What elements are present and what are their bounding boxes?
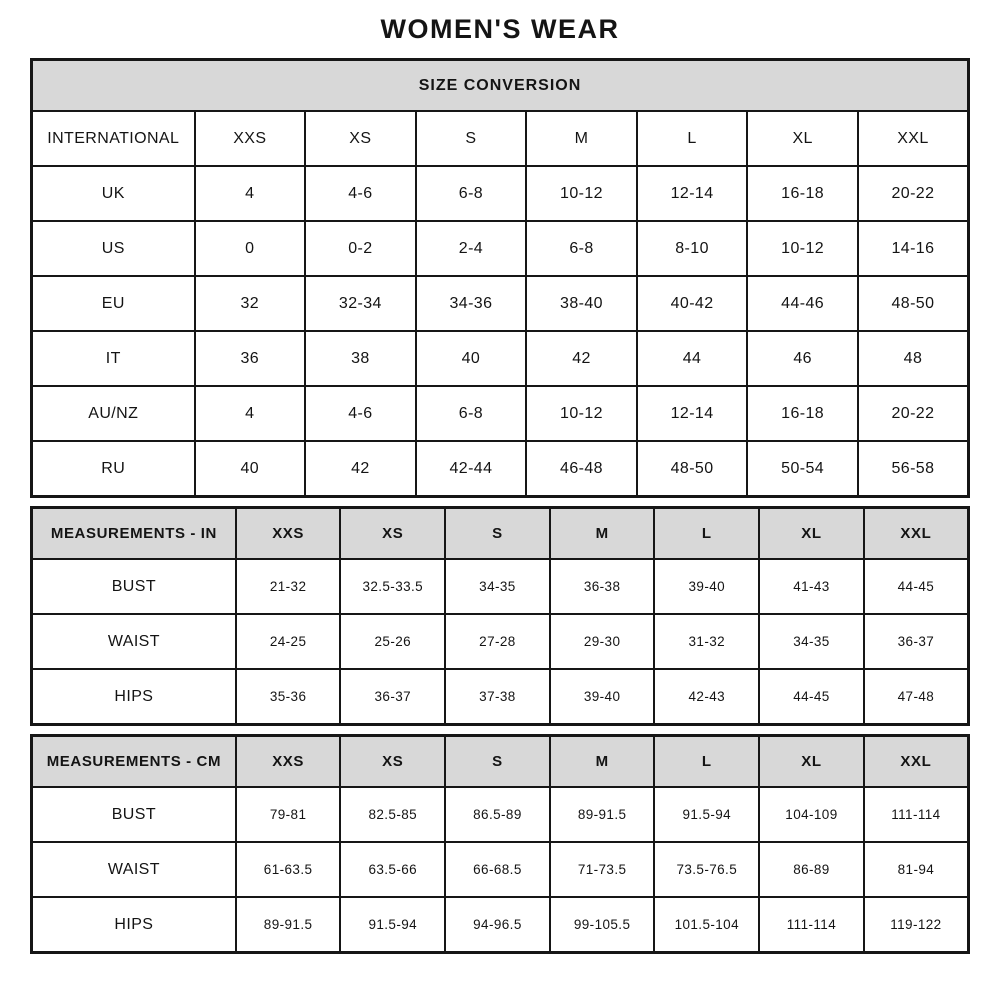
value-cell: 14-16 xyxy=(858,221,969,276)
value-cell: 12-14 xyxy=(637,386,748,441)
value-cell: 79-81 xyxy=(236,787,341,842)
value-cell: 111-114 xyxy=(759,897,864,953)
value-cell: 42 xyxy=(305,441,416,497)
value-cell: 38 xyxy=(305,331,416,386)
value-cell: 111-114 xyxy=(864,787,969,842)
value-cell: 25-26 xyxy=(340,614,445,669)
table-row-ru xyxy=(32,441,969,497)
value-cell: 48-50 xyxy=(858,276,969,331)
table-row-uk xyxy=(32,166,969,221)
row-label-cell: RU xyxy=(32,441,195,497)
size-header-cell: XXL xyxy=(864,508,969,560)
value-cell: 40 xyxy=(195,441,306,497)
value-cell: 104-109 xyxy=(759,787,864,842)
size-header-cell: XS xyxy=(305,111,416,166)
size-header-cell: M xyxy=(550,736,655,788)
table-spacer xyxy=(30,498,970,506)
row-label-cell: EU xyxy=(32,276,195,331)
value-cell: 46 xyxy=(747,331,858,386)
size-header-cell: L xyxy=(654,736,759,788)
size-conversion-table xyxy=(30,58,970,498)
value-cell: 39-40 xyxy=(654,559,759,614)
value-cell: 6-8 xyxy=(526,221,637,276)
value-cell: 101.5-104 xyxy=(654,897,759,953)
value-cell: 34-35 xyxy=(759,614,864,669)
table-header-band xyxy=(32,60,969,112)
value-cell: 34-35 xyxy=(445,559,550,614)
row-label-cell: HIPS xyxy=(32,669,236,725)
value-cell: 20-22 xyxy=(858,386,969,441)
size-header-cell: XS xyxy=(340,508,445,560)
size-header-cell: XS xyxy=(340,736,445,788)
value-cell: 47-48 xyxy=(864,669,969,725)
value-cell: 10-12 xyxy=(747,221,858,276)
size-header-cell: XL xyxy=(759,508,864,560)
value-cell: 2-4 xyxy=(416,221,527,276)
value-cell: 99-105.5 xyxy=(550,897,655,953)
size-header-cell: S xyxy=(445,508,550,560)
value-cell: 31-32 xyxy=(654,614,759,669)
value-cell: 44-45 xyxy=(864,559,969,614)
value-cell: 8-10 xyxy=(637,221,748,276)
value-cell: 42-43 xyxy=(654,669,759,725)
size-header-cell: XXS xyxy=(236,736,341,788)
table-row-bust-in xyxy=(32,559,969,614)
value-cell: 36-37 xyxy=(340,669,445,725)
row-label-cell: AU/NZ xyxy=(32,386,195,441)
value-cell: 4 xyxy=(195,386,306,441)
value-cell: 82.5-85 xyxy=(340,787,445,842)
size-conversion-title: SIZE CONVERSION xyxy=(32,60,969,112)
value-cell: 44-46 xyxy=(747,276,858,331)
row-label-cell: IT xyxy=(32,331,195,386)
value-cell: 94-96.5 xyxy=(445,897,550,953)
value-cell: 16-18 xyxy=(747,386,858,441)
table-row-aunz xyxy=(32,386,969,441)
table-row-waist-in xyxy=(32,614,969,669)
value-cell: 38-40 xyxy=(526,276,637,331)
value-cell: 32-34 xyxy=(305,276,416,331)
value-cell: 27-28 xyxy=(445,614,550,669)
size-header-cell: L xyxy=(654,508,759,560)
measurements-in-table xyxy=(30,506,970,726)
size-header-cell: L xyxy=(637,111,748,166)
measurements-cm-title: MEASUREMENTS - CM xyxy=(32,736,236,788)
table-row-eu xyxy=(32,276,969,331)
row-label-cell: WAIST xyxy=(32,614,236,669)
value-cell: 29-30 xyxy=(550,614,655,669)
table-row-hips-cm xyxy=(32,897,969,953)
table-header-row xyxy=(32,736,969,788)
size-header-cell: XL xyxy=(747,111,858,166)
measurements-in-title: MEASUREMENTS - IN xyxy=(32,508,236,560)
value-cell: 42 xyxy=(526,331,637,386)
value-cell: 10-12 xyxy=(526,166,637,221)
table-row-bust-cm xyxy=(32,787,969,842)
value-cell: 20-22 xyxy=(858,166,969,221)
value-cell: 36 xyxy=(195,331,306,386)
value-cell: 50-54 xyxy=(747,441,858,497)
size-header-cell: XXS xyxy=(195,111,306,166)
value-cell: 32 xyxy=(195,276,306,331)
value-cell: 36-37 xyxy=(864,614,969,669)
value-cell: 37-38 xyxy=(445,669,550,725)
page-title: WOMEN'S WEAR xyxy=(380,14,620,44)
value-cell: 32.5-33.5 xyxy=(340,559,445,614)
row-label-cell: BUST xyxy=(32,559,236,614)
row-label-cell: US xyxy=(32,221,195,276)
value-cell: 91.5-94 xyxy=(654,787,759,842)
table-row-us xyxy=(32,221,969,276)
value-cell: 44-45 xyxy=(759,669,864,725)
table-row-it xyxy=(32,331,969,386)
table-row-international xyxy=(32,111,969,166)
value-cell: 73.5-76.5 xyxy=(654,842,759,897)
value-cell: 21-32 xyxy=(236,559,341,614)
value-cell: 4-6 xyxy=(305,166,416,221)
value-cell: 0-2 xyxy=(305,221,416,276)
value-cell: 24-25 xyxy=(236,614,341,669)
value-cell: 119-122 xyxy=(864,897,969,953)
size-header-cell: XXL xyxy=(858,111,969,166)
row-label-cell: UK xyxy=(32,166,195,221)
value-cell: 6-8 xyxy=(416,386,527,441)
value-cell: 86-89 xyxy=(759,842,864,897)
value-cell: 71-73.5 xyxy=(550,842,655,897)
table-row-hips-in xyxy=(32,669,969,725)
value-cell: 4 xyxy=(195,166,306,221)
table-header-row xyxy=(32,508,969,560)
value-cell: 46-48 xyxy=(526,441,637,497)
row-label-cell: INTERNATIONAL xyxy=(32,111,195,166)
size-header-cell: M xyxy=(526,111,637,166)
value-cell: 81-94 xyxy=(864,842,969,897)
table-row-waist-cm xyxy=(32,842,969,897)
size-header-cell: XL xyxy=(759,736,864,788)
value-cell: 12-14 xyxy=(637,166,748,221)
value-cell: 4-6 xyxy=(305,386,416,441)
value-cell: 91.5-94 xyxy=(340,897,445,953)
row-label-cell: WAIST xyxy=(32,842,236,897)
value-cell: 10-12 xyxy=(526,386,637,441)
row-label-cell: HIPS xyxy=(32,897,236,953)
value-cell: 36-38 xyxy=(550,559,655,614)
value-cell: 63.5-66 xyxy=(340,842,445,897)
value-cell: 39-40 xyxy=(550,669,655,725)
value-cell: 48-50 xyxy=(637,441,748,497)
value-cell: 44 xyxy=(637,331,748,386)
value-cell: 89-91.5 xyxy=(550,787,655,842)
size-header-cell: XXL xyxy=(864,736,969,788)
value-cell: 42-44 xyxy=(416,441,527,497)
row-label-cell: BUST xyxy=(32,787,236,842)
value-cell: 56-58 xyxy=(858,441,969,497)
value-cell: 61-63.5 xyxy=(236,842,341,897)
value-cell: 34-36 xyxy=(416,276,527,331)
value-cell: 48 xyxy=(858,331,969,386)
value-cell: 41-43 xyxy=(759,559,864,614)
value-cell: 6-8 xyxy=(416,166,527,221)
size-header-cell: S xyxy=(416,111,527,166)
size-header-cell: S xyxy=(445,736,550,788)
value-cell: 89-91.5 xyxy=(236,897,341,953)
value-cell: 35-36 xyxy=(236,669,341,725)
value-cell: 40 xyxy=(416,331,527,386)
size-header-cell: M xyxy=(550,508,655,560)
value-cell: 66-68.5 xyxy=(445,842,550,897)
value-cell: 16-18 xyxy=(747,166,858,221)
measurements-cm-table xyxy=(30,734,970,954)
value-cell: 86.5-89 xyxy=(445,787,550,842)
table-spacer xyxy=(30,726,970,734)
value-cell: 40-42 xyxy=(637,276,748,331)
size-header-cell: XXS xyxy=(236,508,341,560)
value-cell: 0 xyxy=(195,221,306,276)
